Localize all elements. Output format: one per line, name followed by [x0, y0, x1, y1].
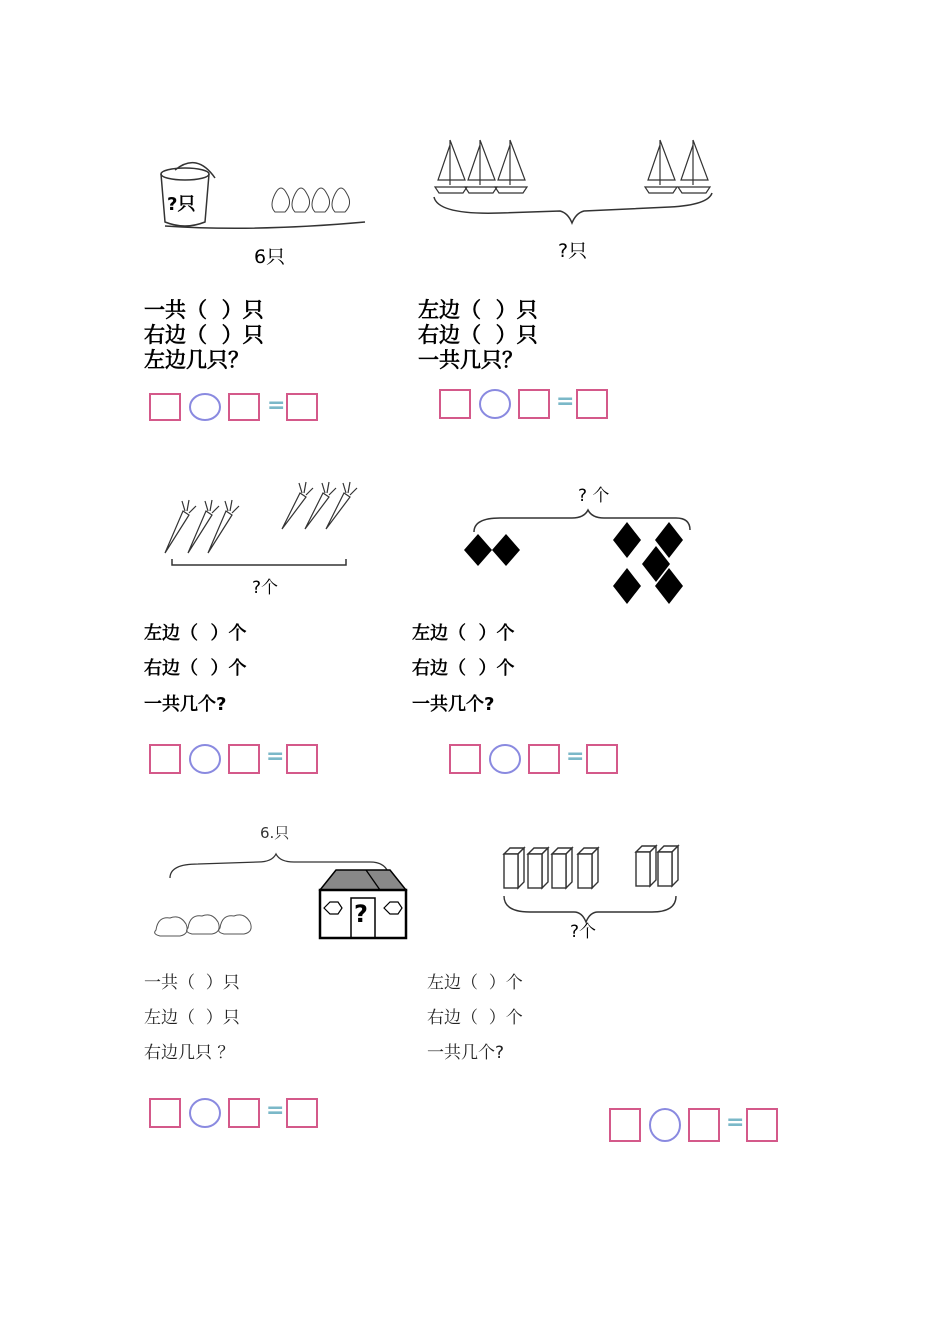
- bucket-label: ?只: [167, 194, 196, 215]
- total-label: ? 个: [578, 486, 610, 506]
- equals-sign: =: [556, 389, 575, 414]
- question-line-1: 一共（ ）只: [144, 973, 240, 993]
- equation-blanks[interactable]: [148, 1096, 328, 1130]
- question-line-2: 右边（ ）个: [412, 658, 515, 679]
- equals-sign: =: [267, 393, 286, 418]
- question-line-2: 右边（ ）个: [427, 1008, 523, 1028]
- equation-blanks[interactable]: [148, 742, 328, 776]
- question-line-3: 左边几只？: [144, 348, 249, 372]
- diamonds-illustration: [460, 508, 700, 608]
- equation-blanks[interactable]: [148, 391, 328, 423]
- equals-sign: =: [566, 744, 585, 769]
- equation-blanks[interactable]: [438, 387, 618, 421]
- question-line-1: 左边（ ）个: [144, 623, 247, 644]
- question-line-2: 右边（ ）只: [418, 323, 538, 347]
- equals-sign: =: [726, 1110, 745, 1135]
- total-label: 6.只: [260, 824, 290, 842]
- question-line-3: 一共几只？: [418, 348, 523, 372]
- sailboats-illustration: [430, 135, 720, 225]
- equals-sign: =: [266, 744, 285, 769]
- question-line-2: 右边（ ）个: [144, 658, 247, 679]
- question-line-1: 一共（ ）只: [144, 298, 264, 322]
- total-label: ?只: [558, 240, 588, 262]
- question-line-1: 左边（ ）只: [418, 298, 538, 322]
- total-label: 6只: [254, 246, 286, 268]
- question-line-2: 左边（ ）只: [144, 1008, 240, 1028]
- question-line-3: 一共几个?: [412, 694, 495, 715]
- carrots-illustration: [160, 475, 380, 575]
- question-line-3: 一共几个?: [144, 694, 227, 715]
- equals-sign: =: [266, 1098, 285, 1123]
- question-line-3: 右边几只 ？: [144, 1043, 235, 1063]
- equation-blanks[interactable]: [448, 742, 628, 776]
- question-line-3: 一共几个?: [427, 1043, 505, 1063]
- house-question-mark: ?: [354, 900, 368, 928]
- question-line-1: 左边（ ）个: [427, 973, 523, 993]
- house-illustration: [148, 842, 418, 942]
- question-line-2: 右边（ ）只: [144, 323, 264, 347]
- equation-blanks[interactable]: [608, 1106, 788, 1144]
- question-line-1: 左边（ ）个: [412, 623, 515, 644]
- total-label: ?个: [252, 578, 279, 598]
- total-label: ?个: [570, 922, 597, 942]
